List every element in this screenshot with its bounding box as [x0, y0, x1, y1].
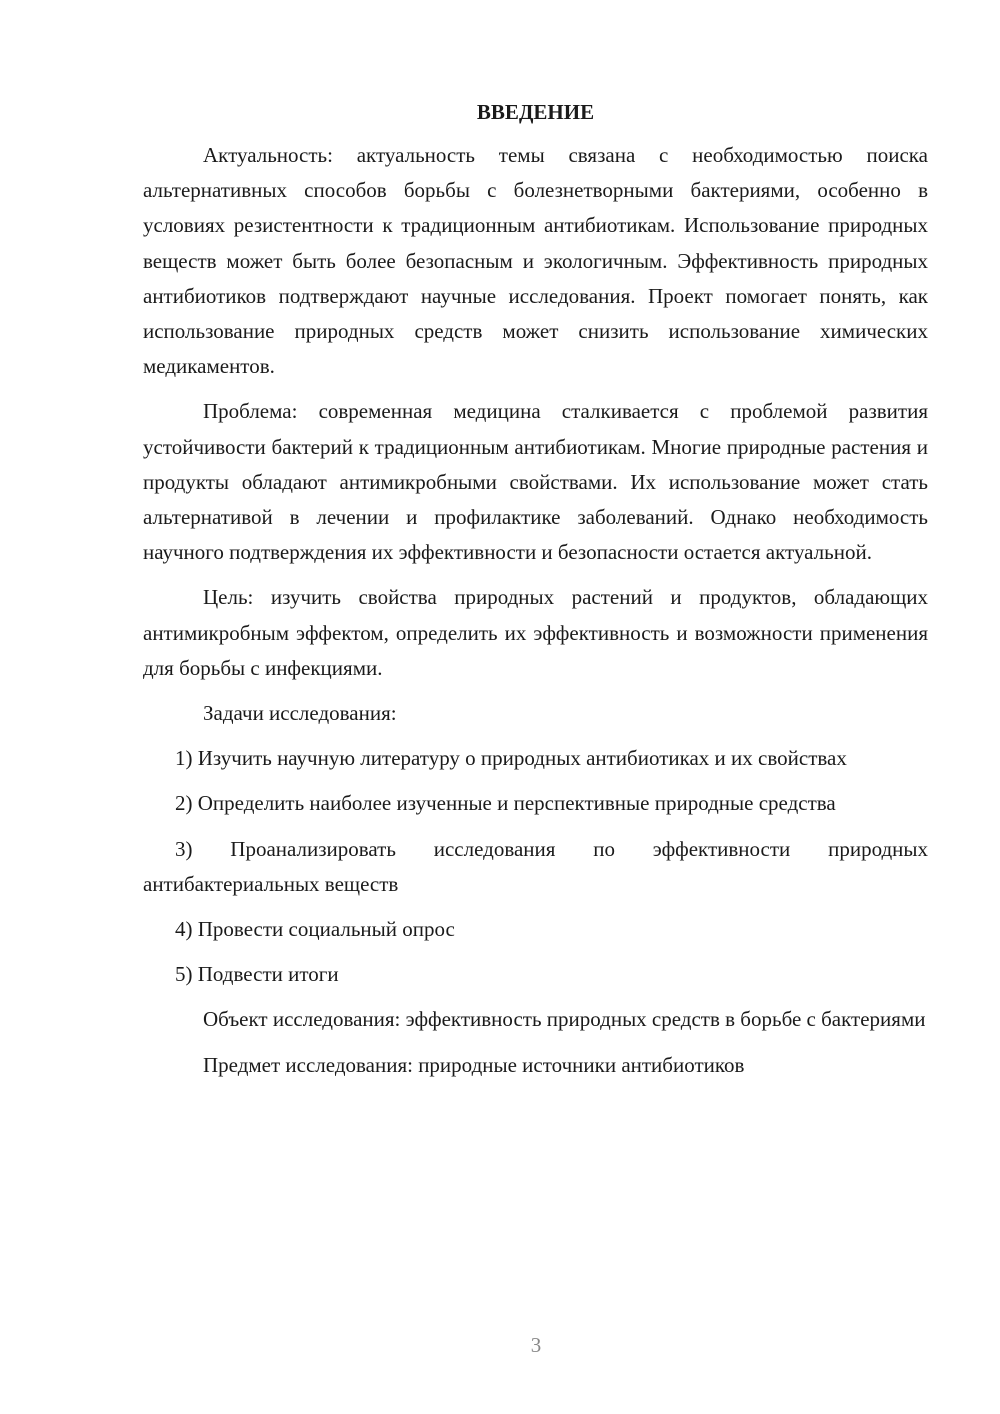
task-item-5: 5) Подвести итоги — [175, 962, 339, 987]
task-item-4: 4) Провести социальный опрос — [175, 917, 455, 942]
object-paragraph: Объект исследования: эффективность природных средств в борьбе с бактериями — [203, 1007, 926, 1032]
relevance-paragraph: Актуальность: актуальность темы связана с необходимостью поиска альтернативных способов борьбы с болезнетворными бактериями, особенно в условиях резистентности к традиционным антибиотикам. Использование природных веществ может быть более безопасным и экологичным. Эффективность природных антибиотиков подтверждают научные исследования. Проект помогает понять, как использование природных средств может снизить использование химических медикаментов. — [143, 143, 928, 379]
task-item-1: 1) Изучить научную литературу о природных антибиотиках и их свойствах — [175, 746, 847, 771]
problem-paragraph: Проблема: современная медицина сталкивается с проблемой развития устойчивости бактерий к традиционным антибиотикам. Многие природные растения и продукты обладают антимикробными свойствами. Их использование может стать альтернативой в лечении и профилактике заболеваний. Однако необходимость научного подтверждения их эффективности и безопасности остается актуальной. — [143, 399, 928, 565]
tasks-heading: Задачи исследования: — [203, 701, 397, 726]
page-content — [143, 96, 928, 1093]
page-number: 3 — [530, 1333, 542, 1357]
section-title: ВВЕДЕНИЕ — [476, 100, 595, 124]
task-item-3: 3) Проанализировать исследования по эффективности природных антибактериальных веществ — [143, 836, 928, 896]
goal-paragraph: Цель: изучить свойства природных растений и продуктов, обладающих антимикробным эффектом, определить их эффективность и возможности применения для борьбы с инфекциями. — [143, 585, 928, 680]
task-item-2: 2) Определить наиболее изученные и перспективные природные средства — [175, 791, 836, 816]
subject-paragraph: Предмет исследования: природные источники антибиотиков — [203, 1052, 745, 1077]
